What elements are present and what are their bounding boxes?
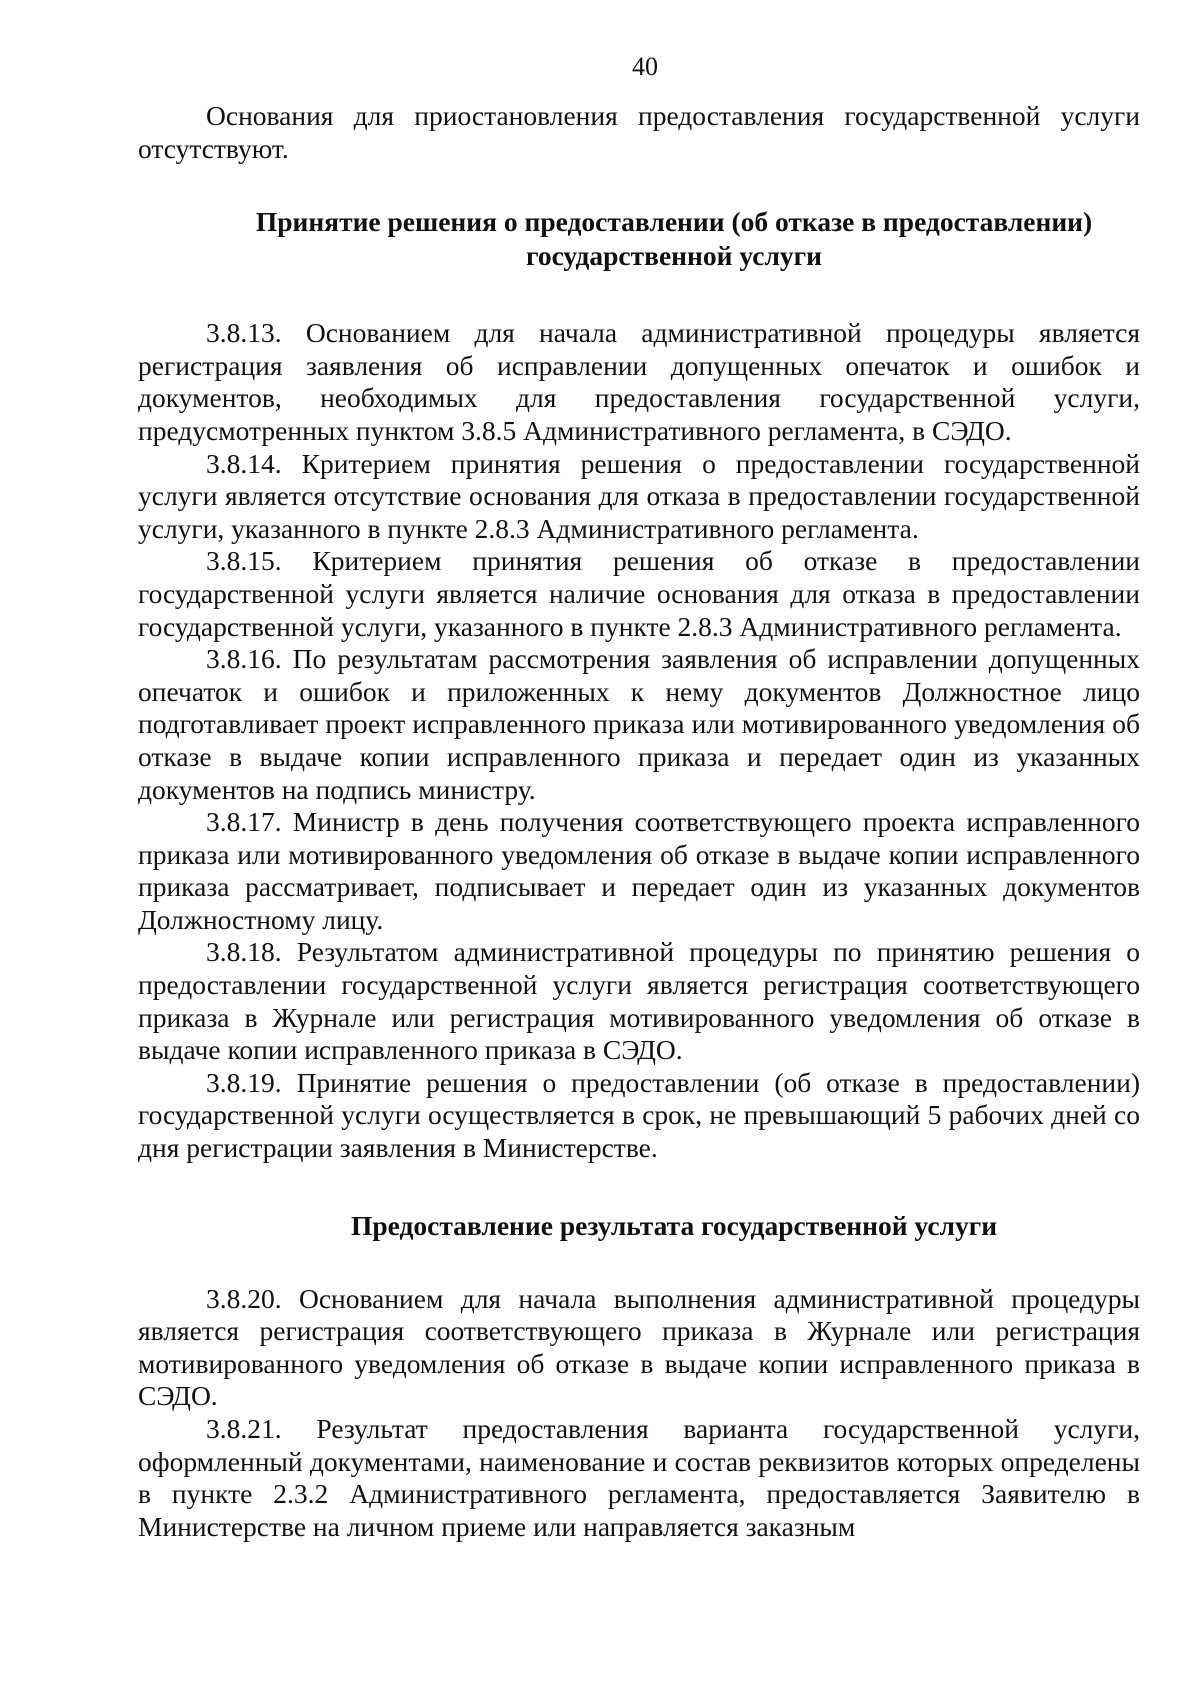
paragraph-3-8-21: 3.8.21. Результат предоставления варианта государственной услуги, оформленный документами, наименование и состав реквизитов которых определены в пункте 2.3.2 Административного регламента, предоставляется Заявителю в Министерстве на личном приеме или направляется заказным xyxy=(138,1413,1140,1542)
paragraph-3-8-15: 3.8.15. Критерием принятия решения об отказе в предоставлении государственной услуги является наличие основания для отказа в предоставлении государственной услуги, указанного в пункте 2.8.3 Административного регламента. xyxy=(138,545,1140,642)
section-heading-decision xyxy=(138,205,1140,273)
document-body xyxy=(138,100,1140,1543)
paragraph-3-8-14: 3.8.14. Критерием принятия решения о предоставлении государственной услуги является отсутствие основания для отказа в предоставлении государственной услуги, указанного в пункте 2.8.3 Административного регламента. xyxy=(138,447,1140,544)
paragraph-3-8-18: 3.8.18. Результатом административной процедуры по принятию решения о предоставлении государственной услуги является регистрация соответствующего приказа в Журнале или регистрация мотивированного уведомления об отказе в выдаче копии исправленного приказа в СЭДО. xyxy=(138,936,1140,1066)
paragraph-3-8-13: 3.8.13. Основанием для начала административной процедуры является регистрация заявления об исправлении допущенных опечаток и ошибок и документов, необходимых для предоставления государственной услуги, предусмотренных пунктом 3.8.5 Административного регламента, в СЭДО. xyxy=(138,317,1140,446)
paragraph-3-8-17: 3.8.17. Министр в день получения соответствующего проекта исправленного приказа или мотивированного уведомления об отказе в выдаче копии исправленного приказа рассматривает, подписывает и передает один из указанных документов Должностному лицу. xyxy=(138,806,1140,935)
paragraph-3-8-16: 3.8.16. По результатам рассмотрения заявления об исправлении допущенных опечаток и ошибок и приложенных к нему документов Должностное лицо подготавливает проект исправленного приказа или мотивированного уведомления об отказе в выдаче копии исправленного приказа и передает один из указанных документов на подпись министру. xyxy=(138,643,1140,805)
paragraph-3-8-19: 3.8.19. Принятие решения о предоставлении (об отказе в предоставлении) государственной услуги осуществляется в срок, не превышающий 5 рабочих дней со дня регистрации заявления в Министерстве. xyxy=(138,1066,1140,1164)
section-heading-decision-line1: Принятие решения о предоставлении (об отказе в предоставлении) xyxy=(255,206,1093,238)
page-number: 40 xyxy=(632,52,658,81)
section-heading-result: Предоставление результата государственной услуги xyxy=(350,1209,998,1241)
intro-paragraph: Основания для приостановления предоставления государственной услуги отсутствуют. xyxy=(138,100,1140,164)
paragraph-3-8-20: 3.8.20. Основанием для начала выполнения административной процедуры является регистрация соответствующего приказа в Журнале или регистрация мотивированного уведомления об отказе в выдаче копии исправленного приказа в СЭДО. xyxy=(138,1282,1140,1412)
section-heading-decision-line2: государственной услуги xyxy=(526,240,822,272)
